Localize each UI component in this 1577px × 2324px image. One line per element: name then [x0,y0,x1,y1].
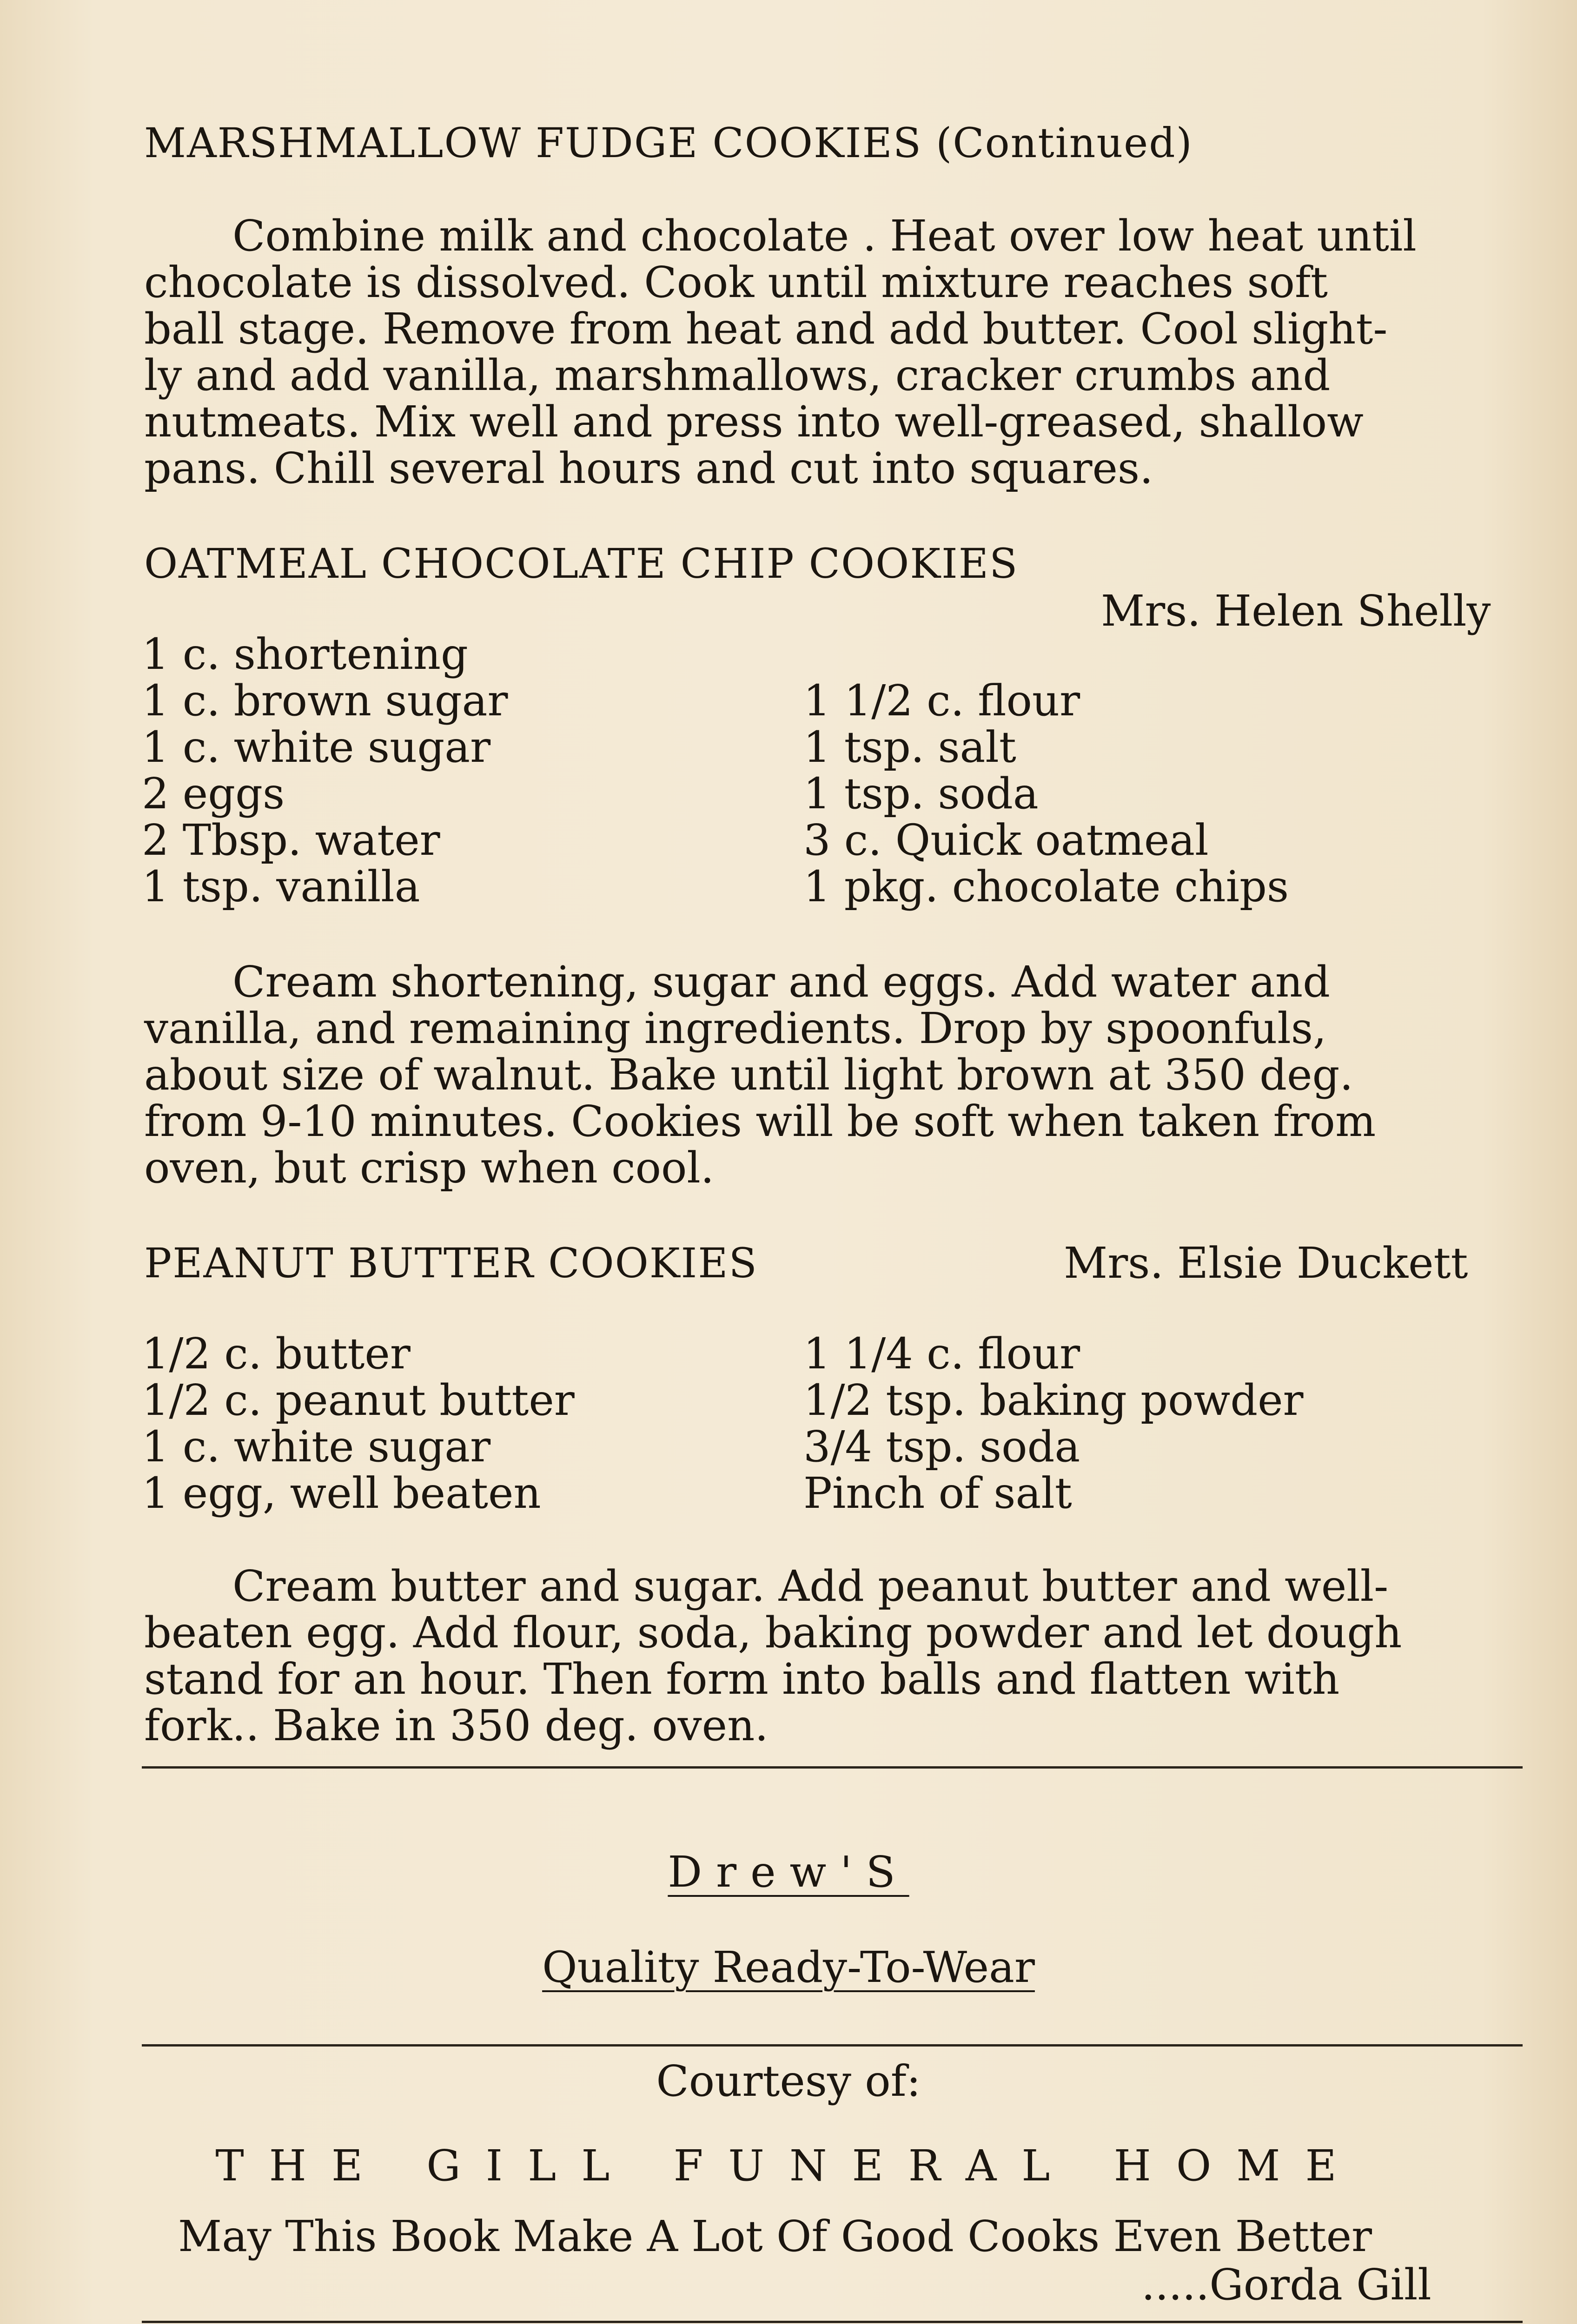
divider [142,1766,1523,1769]
ingredient-item: 1 1/4 c. flour [803,1329,1080,1379]
direction-line: from 9-10 minutes. Cookies will be soft when taken from [144,1096,1376,1146]
direction-line: Combine milk and chocolate . Heat over low heat until [232,211,1417,261]
drews-tagline: Quality Ready-To-Wear [542,1942,1035,1992]
direction-line: ly and add vanilla, marshmallows, cracker crumbs and [144,350,1331,400]
ingredient-item: Pinch of salt [803,1468,1072,1518]
direction-line: chocolate is dissolved. Cook until mixture reaches soft [144,257,1328,307]
direction-line: fork.. Bake in 350 deg. oven. [144,1701,769,1750]
gill-courtesy: Courtesy of: [656,2056,921,2106]
ingredient-item: 1 pkg. chocolate chips [803,862,1289,911]
direction-line: nutmeats. Mix well and press into well-greased, shallow [144,397,1364,447]
direction-line: pans. Chill several hours and cut into squares. [144,443,1153,493]
ingredient-item: 2 Tbsp. water [142,815,440,865]
peanut-author: Mrs. Elsie Duckett [1064,1238,1468,1288]
peanut-ingredients-left [142,1331,575,1517]
ingredient-item: 2 eggs [142,769,285,819]
ingredient-item: 1 tsp. salt [803,722,1016,772]
ingredient-item: 3/4 tsp. soda [803,1422,1080,1472]
peanut-directions [144,1563,1530,1749]
oatmeal-directions [144,959,1530,1191]
divider [142,2321,1523,2323]
oatmeal-ingredients-right [803,678,1289,910]
ingredient-item: 1 tsp. soda [803,769,1039,819]
gill-message: May This Book Make A Lot Of Good Cooks Even Better [178,2212,1372,2261]
marshmallow-directions [144,213,1530,492]
direction-line: Cream butter and sugar. Add peanut butter and well- [232,1561,1389,1611]
divider [142,2044,1523,2047]
direction-line: ball stage. Remove from heat and add butter. Cool slight- [144,304,1388,354]
ingredient-item: 3 c. Quick oatmeal [803,815,1209,865]
direction-line: Cream shortening, sugar and eggs. Add water and [232,957,1331,1007]
direction-line: stand for an hour. Then form into balls and flatten with [144,1654,1340,1704]
gill-signature: .....Gorda Gill [1141,2260,1431,2310]
gill-name: THE GILL FUNERAL HOME [215,2141,1362,2191]
direction-line: oven, but crisp when cool. [144,1143,715,1193]
ingredient-item: 1 c. white sugar [142,1422,491,1472]
ingredient-item: 1 c. white sugar [142,722,491,772]
ingredient-item: 1/2 c. butter [142,1329,411,1379]
oatmeal-author: Mrs. Helen Shelly [1101,586,1491,636]
oatmeal-title: OATMEAL CHOCOLATE CHIP COOKIES [144,540,1019,588]
ingredient-item: 1 c. shortening [142,629,468,679]
direction-line: vanilla, and remaining ingredients. Drop by spoonfuls, [144,1004,1327,1053]
ingredient-item: 1 tsp. vanilla [142,862,420,911]
drews-name: Drew'S [668,1847,909,1897]
ingredient-item: 1 c. brown sugar [142,676,508,726]
ingredient-item: 1 egg, well beaten [142,1468,541,1518]
peanut-ingredients-right [803,1331,1304,1517]
direction-line: about size of walnut. Bake until light brown at 350 deg. [144,1050,1353,1100]
peanut-title: PEANUT BUTTER COOKIES [144,1239,758,1287]
ingredient-item: 1/2 tsp. baking powder [803,1375,1304,1425]
oatmeal-ingredients-left [142,631,508,910]
ingredient-item: 1 1/2 c. flour [803,676,1080,726]
ingredient-item: 1/2 c. peanut butter [142,1375,575,1425]
direction-line: beaten egg. Add flour, soda, baking powder and let dough [144,1608,1402,1657]
marshmallow-title: MARSHMALLOW FUDGE COOKIES (Continued) [144,119,1193,167]
